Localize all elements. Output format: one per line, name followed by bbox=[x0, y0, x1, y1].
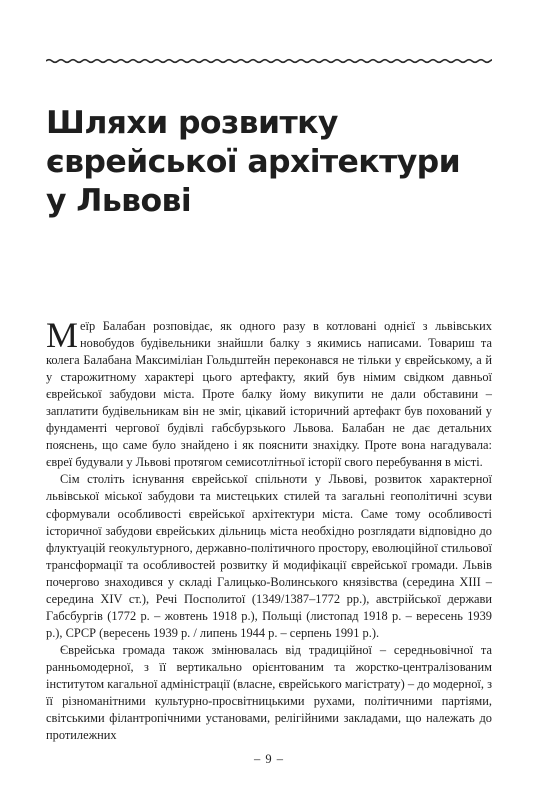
paragraph-3: Єврейська громада також змінювалась від традиційної – середньовічної та ранньомодерної, з її вертикально орієнтованим та жорстко-централізованим інститутом кагальної адміністрації (власне, єврейського магістрату) – до модерної, з її різноманітними культурно-просвітницькими рухами, політичними партіями, світськими філантропічними установами, релігійними закладами, що належать до протилежних bbox=[46, 642, 492, 743]
chapter-title-line-1: Шляхи розвитку bbox=[46, 105, 338, 141]
chapter-title-line-2: єврейської архітектури bbox=[46, 144, 461, 180]
paragraph-1 bbox=[46, 315, 492, 471]
chapter-title bbox=[46, 104, 496, 221]
chapter-title-line-3: у Львові bbox=[46, 183, 192, 219]
wavy-divider bbox=[46, 56, 492, 66]
drop-cap: М bbox=[46, 315, 79, 355]
body-text bbox=[46, 315, 492, 744]
paragraph-2: Сім століть існування єврейської спільноти у Львові, розвиток характерної львівської міської забудови та мистецьких стилей та загальні геополітичні зсуви сформували особливості єврейської архітектури міста. Саме тому особливості історичної забудови єврейських дільниць міста необхідно розглядати відповідно до флуктуацій геокультурного, державно-політичного простору, еволюційної стильової трансформації та особливостей розвитку й модифікації єврейської громади. Львів почергово знаходився у складі Галицько-Волинського князівства (середина XIII – середина XIV ст.), Речі Посполитої (1349/1387–1772 рр.), австрійської держави Габсбургів (1772 р. – жовтень 1918 р.), Польщі (листопад 1918 р. – вересень 1939 р.), СРСР (вересень 1939 р. / липень 1944 р. – серпень 1991 р.). bbox=[46, 472, 492, 640]
page-number: – 9 – bbox=[254, 752, 284, 766]
paragraph-1-text: еїр Балабан розповідає, як одного разу в котловані однієї з львівських новобудов будівельники знайшли балку з якимись написами. Товариш та колега Балабана Максиміліан Гольдштейн переконався не тільки у єврейському, а й у старожитному характері цього артефакту, який був німим свідком давньої єврейської забудови міста. Проте балку йому викупити не дали обставини – заплатити будівельникам він не зміг, цікавий історичний артефакт був похований у фундаменті чергової будівлі габсбурзького Львова. Балабан не дає детальних пояснень, що саме було знайдено і як пояснити знахідку. Проте вона нагадувала: євреї будували у Львові протягом семисотлітньої історії свого перебування в місті. bbox=[46, 319, 492, 470]
